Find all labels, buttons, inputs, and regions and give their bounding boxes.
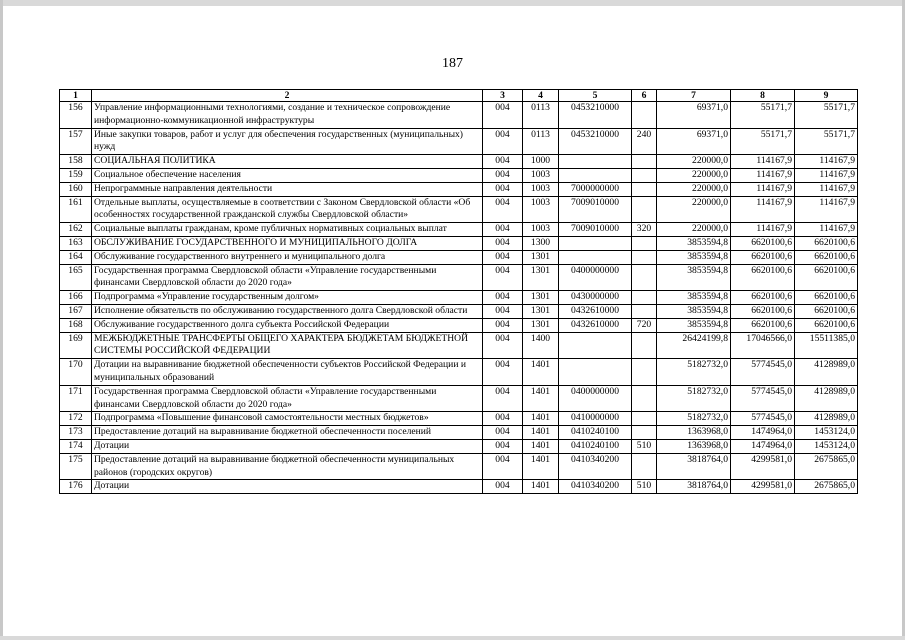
amount-year1-cell: 5182732,0 xyxy=(657,359,731,386)
target-article-cell: 0400000000 xyxy=(559,385,632,412)
row-number-cell: 158 xyxy=(60,155,92,169)
item-name-cell: Исполнение обязательств по обслуживанию государственного долга Свердловской области xyxy=(92,304,483,318)
item-name-cell: Подпрограмма «Управление государственным долгом» xyxy=(92,291,483,305)
amount-year3-cell: 114167,9 xyxy=(795,155,858,169)
amount-year3-cell: 4128989,0 xyxy=(795,412,858,426)
admin-code-cell: 004 xyxy=(483,155,523,169)
expense-type-cell xyxy=(632,182,657,196)
amount-year1-cell: 3818764,0 xyxy=(657,480,731,494)
amount-year2-cell: 5774545,0 xyxy=(731,385,795,412)
table-row xyxy=(60,359,858,386)
target-article-cell: 0410240100 xyxy=(559,439,632,453)
target-article-cell: 0432610000 xyxy=(559,318,632,332)
expense-type-cell xyxy=(632,250,657,264)
amount-year2-cell: 4299581,0 xyxy=(731,453,795,480)
table-row xyxy=(60,182,858,196)
amount-year1-cell: 5182732,0 xyxy=(657,385,731,412)
table-row xyxy=(60,412,858,426)
section-code-cell: 1401 xyxy=(523,480,559,494)
admin-code-cell: 004 xyxy=(483,412,523,426)
item-name-cell: Управление информационными технологиями, создание и техническое сопровождение информационно-коммуникационной инфраструктуры xyxy=(92,102,483,129)
target-article-cell xyxy=(559,332,632,359)
header-cell: 6 xyxy=(632,90,657,102)
table-row xyxy=(60,250,858,264)
row-number-cell: 156 xyxy=(60,102,92,129)
admin-code-cell: 004 xyxy=(483,196,523,223)
section-code-cell: 1301 xyxy=(523,318,559,332)
amount-year3-cell: 114167,9 xyxy=(795,182,858,196)
row-number-cell: 170 xyxy=(60,359,92,386)
target-article-cell: 0453210000 xyxy=(559,128,632,155)
amount-year1-cell: 3818764,0 xyxy=(657,453,731,480)
item-name-cell: Непрограммные направления деятельности xyxy=(92,182,483,196)
amount-year2-cell: 6620100,6 xyxy=(731,236,795,250)
item-name-cell: ОБСЛУЖИВАНИЕ ГОСУДАРСТВЕННОГО И МУНИЦИПАЛЬНОГО ДОЛГА xyxy=(92,236,483,250)
item-name-cell: Подпрограмма «Повышение финансовой самостоятельности местных бюджетов» xyxy=(92,412,483,426)
scan-border-bottom xyxy=(0,636,905,640)
target-article-cell xyxy=(559,155,632,169)
expense-type-cell xyxy=(632,412,657,426)
amount-year3-cell: 2675865,0 xyxy=(795,453,858,480)
budget-table xyxy=(59,89,858,494)
expense-type-cell: 320 xyxy=(632,223,657,237)
amount-year1-cell: 220000,0 xyxy=(657,223,731,237)
section-code-cell: 1003 xyxy=(523,196,559,223)
row-number-cell: 162 xyxy=(60,223,92,237)
expense-type-cell xyxy=(632,453,657,480)
amount-year3-cell: 6620100,6 xyxy=(795,264,858,291)
row-number-cell: 165 xyxy=(60,264,92,291)
amount-year3-cell: 6620100,6 xyxy=(795,304,858,318)
item-name-cell: СОЦИАЛЬНАЯ ПОЛИТИКА xyxy=(92,155,483,169)
section-code-cell: 1401 xyxy=(523,426,559,440)
amount-year3-cell: 6620100,6 xyxy=(795,236,858,250)
table-row xyxy=(60,304,858,318)
expense-type-cell: 510 xyxy=(632,480,657,494)
amount-year1-cell: 3853594,8 xyxy=(657,264,731,291)
expense-type-cell xyxy=(632,426,657,440)
row-number-cell: 169 xyxy=(60,332,92,359)
amount-year2-cell: 6620100,6 xyxy=(731,250,795,264)
target-article-cell: 0453210000 xyxy=(559,102,632,129)
target-article-cell: 0410340200 xyxy=(559,453,632,480)
amount-year1-cell: 220000,0 xyxy=(657,182,731,196)
target-article-cell: 0410240100 xyxy=(559,426,632,440)
section-code-cell: 1000 xyxy=(523,155,559,169)
section-code-cell: 1301 xyxy=(523,291,559,305)
amount-year1-cell: 3853594,8 xyxy=(657,304,731,318)
section-code-cell: 1003 xyxy=(523,182,559,196)
expense-type-cell xyxy=(632,264,657,291)
section-code-cell: 0113 xyxy=(523,128,559,155)
header-cell: 2 xyxy=(92,90,483,102)
amount-year2-cell: 17046566,0 xyxy=(731,332,795,359)
amount-year1-cell: 69371,0 xyxy=(657,128,731,155)
admin-code-cell: 004 xyxy=(483,264,523,291)
item-name-cell: Дотации xyxy=(92,480,483,494)
amount-year2-cell: 6620100,6 xyxy=(731,291,795,305)
admin-code-cell: 004 xyxy=(483,385,523,412)
target-article-cell: 7000000000 xyxy=(559,182,632,196)
expense-type-cell xyxy=(632,168,657,182)
amount-year1-cell: 220000,0 xyxy=(657,168,731,182)
header-cell: 1 xyxy=(60,90,92,102)
section-code-cell: 1003 xyxy=(523,168,559,182)
amount-year1-cell: 220000,0 xyxy=(657,196,731,223)
amount-year3-cell: 4128989,0 xyxy=(795,385,858,412)
admin-code-cell: 004 xyxy=(483,223,523,237)
admin-code-cell: 004 xyxy=(483,332,523,359)
item-name-cell: Отдельные выплаты, осуществляемые в соответствии с Законом Свердловской области «Об особенностях государственной гражданской службы Свердловской области» xyxy=(92,196,483,223)
expense-type-cell: 510 xyxy=(632,439,657,453)
expense-type-cell xyxy=(632,359,657,386)
target-article-cell: 0430000000 xyxy=(559,291,632,305)
table-row xyxy=(60,236,858,250)
row-number-cell: 167 xyxy=(60,304,92,318)
amount-year1-cell: 5182732,0 xyxy=(657,412,731,426)
header-cell: 4 xyxy=(523,90,559,102)
amount-year3-cell: 1453124,0 xyxy=(795,426,858,440)
amount-year1-cell: 26424199,8 xyxy=(657,332,731,359)
amount-year3-cell: 6620100,6 xyxy=(795,291,858,305)
admin-code-cell: 004 xyxy=(483,480,523,494)
expense-type-cell xyxy=(632,236,657,250)
amount-year3-cell: 4128989,0 xyxy=(795,359,858,386)
amount-year3-cell: 114167,9 xyxy=(795,168,858,182)
admin-code-cell: 004 xyxy=(483,168,523,182)
amount-year2-cell: 6620100,6 xyxy=(731,318,795,332)
table-row xyxy=(60,480,858,494)
row-number-cell: 166 xyxy=(60,291,92,305)
target-article-cell: 0432610000 xyxy=(559,304,632,318)
expense-type-cell xyxy=(632,385,657,412)
table-row xyxy=(60,196,858,223)
table-row xyxy=(60,102,858,129)
table-row xyxy=(60,264,858,291)
item-name-cell: Обслуживание государственного долга субъекта Российской Федерации xyxy=(92,318,483,332)
row-number-cell: 171 xyxy=(60,385,92,412)
amount-year2-cell: 1474964,0 xyxy=(731,439,795,453)
item-name-cell: Дотации xyxy=(92,439,483,453)
amount-year3-cell: 114167,9 xyxy=(795,196,858,223)
row-number-cell: 161 xyxy=(60,196,92,223)
expense-type-cell xyxy=(632,332,657,359)
scan-border-left xyxy=(0,0,3,640)
target-article-cell: 7009010000 xyxy=(559,196,632,223)
amount-year3-cell: 6620100,6 xyxy=(795,250,858,264)
table-row xyxy=(60,318,858,332)
target-article-cell xyxy=(559,168,632,182)
table-row xyxy=(60,291,858,305)
expense-type-cell xyxy=(632,196,657,223)
amount-year2-cell: 114167,9 xyxy=(731,155,795,169)
amount-year3-cell: 114167,9 xyxy=(795,223,858,237)
section-code-cell: 1301 xyxy=(523,250,559,264)
header-cell: 8 xyxy=(731,90,795,102)
amount-year1-cell: 3853594,8 xyxy=(657,291,731,305)
header-cell: 5 xyxy=(559,90,632,102)
amount-year2-cell: 55171,7 xyxy=(731,102,795,129)
amount-year2-cell: 114167,9 xyxy=(731,223,795,237)
table-header-row xyxy=(60,90,858,102)
item-name-cell: Государственная программа Свердловской области «Управление государственными финансами Свердловской области до 2020 года» xyxy=(92,264,483,291)
row-number-cell: 176 xyxy=(60,480,92,494)
amount-year2-cell: 6620100,6 xyxy=(731,264,795,291)
row-number-cell: 168 xyxy=(60,318,92,332)
section-code-cell: 1300 xyxy=(523,236,559,250)
amount-year2-cell: 114167,9 xyxy=(731,182,795,196)
target-article-cell: 0400000000 xyxy=(559,264,632,291)
amount-year2-cell: 5774545,0 xyxy=(731,412,795,426)
amount-year2-cell: 114167,9 xyxy=(731,168,795,182)
amount-year1-cell: 1363968,0 xyxy=(657,439,731,453)
amount-year3-cell: 6620100,6 xyxy=(795,318,858,332)
header-cell: 3 xyxy=(483,90,523,102)
amount-year1-cell: 220000,0 xyxy=(657,155,731,169)
row-number-cell: 172 xyxy=(60,412,92,426)
item-name-cell: Обслуживание государственного внутреннего и муниципального долга xyxy=(92,250,483,264)
amount-year1-cell: 3853594,8 xyxy=(657,250,731,264)
expense-type-cell: 240 xyxy=(632,128,657,155)
amount-year2-cell: 55171,7 xyxy=(731,128,795,155)
amount-year1-cell: 3853594,8 xyxy=(657,318,731,332)
row-number-cell: 159 xyxy=(60,168,92,182)
amount-year1-cell: 1363968,0 xyxy=(657,426,731,440)
admin-code-cell: 004 xyxy=(483,182,523,196)
table-body xyxy=(60,102,858,494)
section-code-cell: 1401 xyxy=(523,453,559,480)
admin-code-cell: 004 xyxy=(483,318,523,332)
row-number-cell: 164 xyxy=(60,250,92,264)
admin-code-cell: 004 xyxy=(483,102,523,129)
page-number: 187 xyxy=(442,56,463,71)
target-article-cell: 0410340200 xyxy=(559,480,632,494)
expense-type-cell: 720 xyxy=(632,318,657,332)
table-row xyxy=(60,439,858,453)
target-article-cell: 0410000000 xyxy=(559,412,632,426)
admin-code-cell: 004 xyxy=(483,439,523,453)
amount-year2-cell: 4299581,0 xyxy=(731,480,795,494)
amount-year2-cell: 6620100,6 xyxy=(731,304,795,318)
table-row xyxy=(60,332,858,359)
amount-year1-cell: 69371,0 xyxy=(657,102,731,129)
table-row xyxy=(60,223,858,237)
table-row xyxy=(60,426,858,440)
section-code-cell: 1401 xyxy=(523,359,559,386)
amount-year1-cell: 3853594,8 xyxy=(657,236,731,250)
section-code-cell: 1003 xyxy=(523,223,559,237)
header-cell: 7 xyxy=(657,90,731,102)
section-code-cell: 1401 xyxy=(523,412,559,426)
row-number-cell: 174 xyxy=(60,439,92,453)
table-row xyxy=(60,385,858,412)
amount-year2-cell: 5774545,0 xyxy=(731,359,795,386)
scan-border-top xyxy=(0,0,905,6)
target-article-cell xyxy=(559,236,632,250)
section-code-cell: 1301 xyxy=(523,304,559,318)
item-name-cell: МЕЖБЮДЖЕТНЫЕ ТРАНСФЕРТЫ ОБЩЕГО ХАРАКТЕРА БЮДЖЕТАМ БЮДЖЕТНОЙ СИСТЕМЫ РОССИЙСКОЙ ФЕДЕРАЦИИ xyxy=(92,332,483,359)
item-name-cell: Социальные выплаты гражданам, кроме публичных нормативных социальных выплат xyxy=(92,223,483,237)
item-name-cell: Дотации на выравнивание бюджетной обеспеченности субъектов Российской Федерации и муниципальных образований xyxy=(92,359,483,386)
table-row xyxy=(60,453,858,480)
admin-code-cell: 004 xyxy=(483,236,523,250)
item-name-cell: Предоставление дотаций на выравнивание бюджетной обеспеченности муниципальных районов (городских округов) xyxy=(92,453,483,480)
header-cell: 9 xyxy=(795,90,858,102)
admin-code-cell: 004 xyxy=(483,128,523,155)
row-number-cell: 175 xyxy=(60,453,92,480)
admin-code-cell: 004 xyxy=(483,359,523,386)
amount-year3-cell: 55171,7 xyxy=(795,128,858,155)
admin-code-cell: 004 xyxy=(483,304,523,318)
item-name-cell: Государственная программа Свердловской области «Управление государственными финансами Свердловской области до 2020 года» xyxy=(92,385,483,412)
row-number-cell: 163 xyxy=(60,236,92,250)
admin-code-cell: 004 xyxy=(483,250,523,264)
item-name-cell: Социальное обеспечение населения xyxy=(92,168,483,182)
section-code-cell: 1401 xyxy=(523,439,559,453)
target-article-cell xyxy=(559,250,632,264)
section-code-cell: 1401 xyxy=(523,385,559,412)
amount-year3-cell: 2675865,0 xyxy=(795,480,858,494)
item-name-cell: Иные закупки товаров, работ и услуг для обеспечения государственных (муниципальных) нужд xyxy=(92,128,483,155)
section-code-cell: 0113 xyxy=(523,102,559,129)
expense-type-cell xyxy=(632,291,657,305)
table-row xyxy=(60,168,858,182)
amount-year3-cell: 15511385,0 xyxy=(795,332,858,359)
admin-code-cell: 004 xyxy=(483,426,523,440)
row-number-cell: 173 xyxy=(60,426,92,440)
item-name-cell: Предоставление дотаций на выравнивание бюджетной обеспеченности поселений xyxy=(92,426,483,440)
target-article-cell xyxy=(559,359,632,386)
target-article-cell: 7009010000 xyxy=(559,223,632,237)
amount-year2-cell: 1474964,0 xyxy=(731,426,795,440)
amount-year3-cell: 55171,7 xyxy=(795,102,858,129)
expense-type-cell xyxy=(632,304,657,318)
amount-year3-cell: 1453124,0 xyxy=(795,439,858,453)
admin-code-cell: 004 xyxy=(483,291,523,305)
section-code-cell: 1301 xyxy=(523,264,559,291)
admin-code-cell: 004 xyxy=(483,453,523,480)
row-number-cell: 160 xyxy=(60,182,92,196)
section-code-cell: 1400 xyxy=(523,332,559,359)
amount-year2-cell: 114167,9 xyxy=(731,196,795,223)
table-row xyxy=(60,155,858,169)
row-number-cell: 157 xyxy=(60,128,92,155)
expense-type-cell xyxy=(632,102,657,129)
expense-type-cell xyxy=(632,155,657,169)
table-row xyxy=(60,128,858,155)
